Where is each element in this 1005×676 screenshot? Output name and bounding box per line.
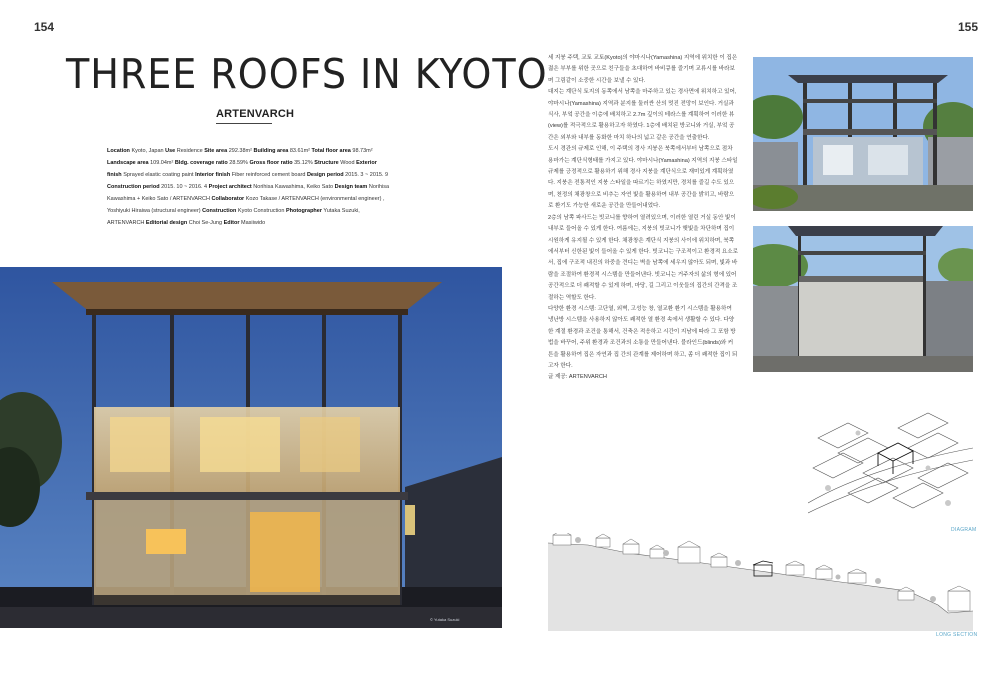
credit-value: Residence	[175, 148, 205, 154]
main-house-photo	[0, 267, 502, 628]
credit-value: 109.04m²	[148, 160, 175, 166]
body-paragraph: 대지는 계단식 토지의 동쪽에서 남쪽을 마주하고 있는 경사면에 위치하고 있어, 야마시나(Yamashina) 지역과 분지를 둘러싼 산의 멋진 전망이 보인다. 거실과 식사, 부엌 공간을 이층에 배치하고 2.7m 깊이의 테라스를 계획하여 이러한 뷰(view)를 적극적으로 활용하고자 하였다. 1층에 배치된 방코니와 거실, 부엌 공간은 외부와 내부를 동화한 마치 하나의 넓고 같은 공간을 연출한다.	[548, 89, 737, 141]
article-body	[548, 53, 738, 384]
page-number-right: 155	[958, 20, 979, 34]
architect-underline	[216, 123, 272, 124]
credit-label: Site area	[204, 148, 228, 154]
body-paragraph: 2층의 남쪽 파사드는 빗코니를 향하여 열려있으며, 이러한 열린 거실 동안 빛이 내부로 들어올 수 있게 한다. 여름에는, 지붕의 빗코니가 햇빛을 차단하며 집이 시원하게 유지될 수 있게 한다. 채광창은 계단식 지붕의 사이에 위치하며, 북쪽에서부터 신한된 빛이 들어올 수 있게 한다. 빗코니는 구조적이고 환경적 요소로서, 집에 구조적 내진의 하중을 견디는 벽을 남쪽에 세우지 않아도 되며, 빛과 바람을 조절하여 환경적 시스템을 만들어낸다. 빗코니는 거주자의 삶의 형에 있어 공간적으로 더 쾌적할 수 있게 하며, 마당, 길 그리고 이웃들의 집간의 간격을 조절하는 역할도 한다.	[548, 214, 739, 301]
credit-value: 28.59%	[227, 160, 250, 166]
long-section-drawing	[548, 533, 973, 631]
body-paragraph: 도시 경관의 규제로 인해, 이 주택의 경사 지붕은 북쪽에서부터 남쪽으로 점차 용마가는 계단식형태를 가지고 있다. 야마시나(Yamashina) 지역의 지붕 스타일 규제를 긍정적으로 활용하기 위해 경사 지붕을 계단식으로 재미있게 계획하였다. 지붕은 전통적인 지붕 스타일을 따르기는 하였지만, 경치를 즐길 수도 있으며, 천정의 채광창으로 비추는 자연 빛을 활용하여 내부 공간을 밝히고, 바람으로 환기도 가능한 새로운 공간을 만들어내었다.	[548, 146, 738, 210]
credit-label: Design team	[334, 184, 368, 190]
credit-label: Collaborator	[211, 196, 245, 202]
credit-value: Kyoto, Japan	[129, 148, 166, 154]
credit-label: Building area	[253, 148, 289, 154]
credit-label: Editor	[223, 220, 240, 226]
credit-value: Yutaka Suzuki, ARTENVARCH	[107, 208, 360, 226]
credit-label: Total floor area	[311, 148, 351, 154]
credit-value: Kozo Takase / ARTENVARCH (environmental engineer) , Yoshiyuki Hiraiwa (structural engineer)	[107, 196, 385, 214]
diagram-caption: DIAGRAM	[951, 527, 977, 533]
credit-label: Gross floor ratio	[249, 160, 293, 166]
house-photo-screen	[753, 226, 973, 372]
architect-name: ARTENVARCH	[216, 108, 295, 120]
credit-value: 2015. 10 ~ 2016. 4	[159, 184, 209, 190]
credit-value: Wood	[338, 160, 357, 166]
house-photo-day	[753, 57, 973, 211]
credit-label: Location	[107, 148, 130, 154]
credit-value: Kyoto Construction	[236, 208, 286, 214]
credit-label: Exterior finish	[107, 160, 377, 178]
credit-value: 83.61m²	[288, 148, 312, 154]
credit-label: Use	[165, 148, 176, 154]
credit-value: 2015. 3 ~ 2015. 9	[343, 172, 389, 178]
credit-value: 98.73m²	[350, 148, 373, 154]
credit-value: Sprayed elastic coating paint	[121, 172, 196, 178]
credit-label: Project architect	[208, 184, 252, 190]
credit-label: Editorial design	[145, 220, 188, 226]
section-caption: LONG SECTION	[936, 632, 978, 638]
body-paragraph: 다양한 환경 시스템: 고단열, 외벽, 고성능 창, 열교환 환기 시스템을 활용하여 냉난방 시스템을 사용하지 않아도 쾌적한 열 환경 속에서 생활할 수 있다. 다양한 계절 환경과 조건을 통해서, 건축은 적응하고 시간이 지남에 따라 그 포함 방법을 바꾸어, 주위 환경과 조건과의 소통을 만들어낸다. 블라인드(blinds)와 커튼을 활용하여 집은 자연과 집 간의 관계를 제어하며 하고, 좀 더 쾌적한 집이 되고자 한다.	[548, 305, 738, 369]
credit-value: Norihisa Kawashima + Keiko Sato / ARTENVARCH	[107, 184, 390, 202]
credit-label: Landscape area	[107, 160, 149, 166]
credit-label: Construction	[202, 208, 237, 214]
credit-value: Fiber reinforced cement board	[230, 172, 307, 178]
photo-credit: © Yutaka Suzuki	[430, 617, 460, 622]
credit-value: Norihisa Kawashima, Keiko Sato	[251, 184, 335, 190]
credit-value: Masiiwido	[239, 220, 266, 226]
credit-value: 292.38m²	[227, 148, 254, 154]
site-diagram	[808, 408, 973, 526]
project-credits	[107, 145, 392, 229]
credit-label: Construction period	[107, 184, 160, 190]
credit-value: 35.12%	[292, 160, 315, 166]
credit-label: Interior finish	[195, 172, 231, 178]
credit-label: Design period	[306, 172, 344, 178]
article-title: THREE ROOFS IN KYOTO	[66, 50, 548, 98]
credit-value: Choi Se-Jung	[187, 220, 224, 226]
credit-label: Photographer	[285, 208, 322, 214]
body-credit: 글 제공: ARTENVARCH	[548, 374, 607, 381]
credit-label: Bldg. coverage ratio	[174, 160, 228, 166]
page-number-left: 154	[34, 20, 55, 34]
body-paragraph: 세 지붕 주택, 교토 교토(Kyoto)의 야마시나(Yamashina) 지역에 위치한 이 집은 젊은 부부를 위한 곳으로 친구들을 초대하여 바비큐를 즐기며 교류시를 바라보며 그림같이 소중한 시간을 보낼 수 있다.	[548, 55, 738, 84]
credit-label: Structure	[314, 160, 339, 166]
